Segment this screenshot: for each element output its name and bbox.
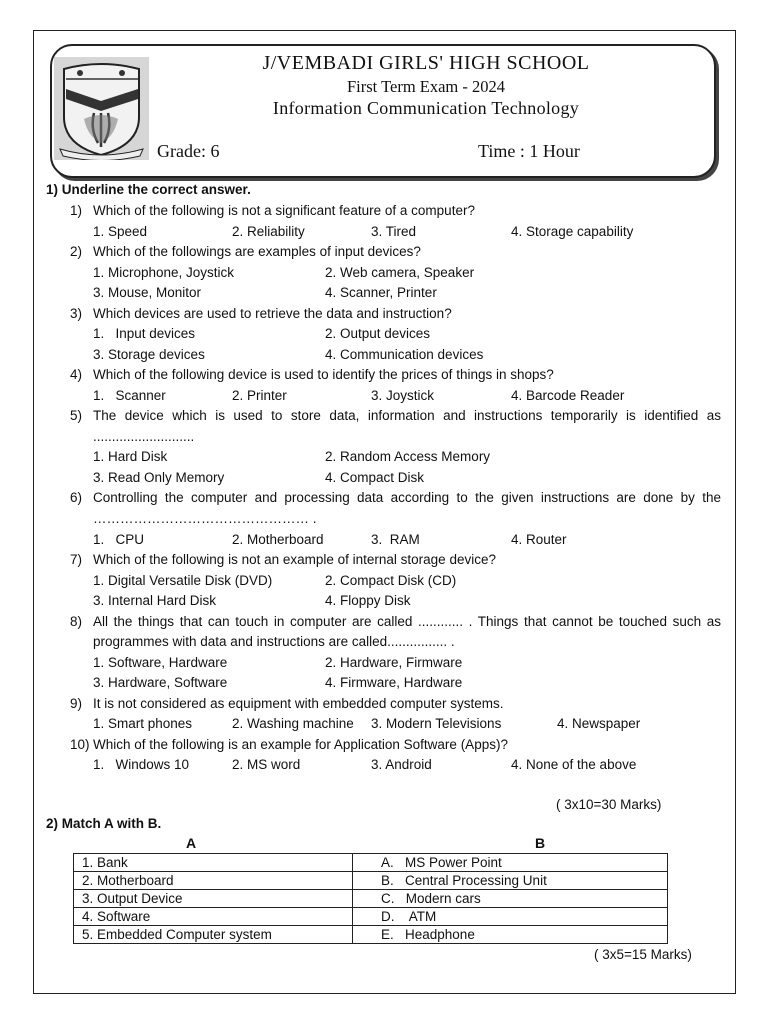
option: 3. Internal Hard Disk: [93, 593, 217, 608]
option: 3. Storage devices: [93, 347, 205, 362]
option: 1. Microphone, Joystick: [93, 265, 235, 280]
column-b-cell: E. Headphone: [353, 926, 668, 944]
column-a-heading: A: [186, 835, 197, 851]
option: 1. Input devices: [93, 326, 196, 341]
question-text: Controlling the computer and processing data according to the given instructions are done by the: [93, 490, 721, 505]
table-row: [74, 926, 668, 944]
match-table: [73, 853, 668, 944]
question-number: 9): [70, 696, 83, 711]
option: 2. Random Access Memory: [325, 449, 491, 464]
question-text: All the things that can touch in computer are called ............ . Things that cannot be touched such as: [93, 614, 721, 629]
option: 3. Tired: [371, 224, 417, 239]
option: 4. Router: [511, 532, 567, 547]
option: 3. Modern Televisions: [371, 716, 502, 731]
question-number: 5): [70, 408, 83, 423]
option: 1. Hard Disk: [93, 449, 168, 464]
question-text-cont: programmes with data and instructions are called................ .: [93, 634, 455, 649]
option: 1. CPU: [93, 532, 145, 547]
question-text: The device which is used to store data, information and instructions temporarily is identified as: [93, 408, 721, 423]
question-text: It is not considered as equipment with embedded computer systems.: [93, 696, 504, 711]
part1-instruction: 1) Underline the correct answer.: [46, 182, 251, 197]
option: 1. Windows 10: [93, 757, 190, 772]
option: 4. Newspaper: [557, 716, 641, 731]
option: 2. Printer: [232, 388, 287, 403]
column-b-cell: A. MS Power Point: [353, 854, 668, 872]
column-a-cell: 5. Embedded Computer system: [74, 926, 353, 944]
subject-title: Information Communication Technology: [272, 98, 580, 118]
time-label: Time : 1 Hour: [478, 141, 580, 161]
grade-label: Grade: 6: [157, 141, 220, 161]
question-number: 8): [70, 614, 83, 629]
table-row: [74, 908, 668, 926]
option: 3. RAM: [371, 532, 420, 547]
table-row: [74, 872, 668, 890]
option: 2. Compact Disk (CD): [325, 573, 457, 588]
school-name: J/VEMBADI GIRLS' HIGH SCHOOL: [262, 52, 590, 74]
option: 4. None of the above: [511, 757, 637, 772]
option: 2. Reliability: [232, 224, 305, 239]
option: 4. Compact Disk: [325, 470, 425, 485]
option: 3. Mouse, Monitor: [93, 285, 202, 300]
question-blank: ………………………………………… .: [93, 511, 317, 526]
question-number: 1): [70, 203, 83, 218]
option: 3. Joystick: [371, 388, 435, 403]
question-text: Which of the following is not a significant feature of a computer?: [93, 203, 475, 218]
option: 2. Output devices: [325, 326, 431, 341]
column-a-cell: 2. Motherboard: [74, 872, 353, 890]
option: 1. Speed: [93, 224, 148, 239]
option: 2. Web camera, Speaker: [325, 265, 475, 280]
option: 3. Read Only Memory: [93, 470, 225, 485]
part1-marks: ( 3x10=30 Marks): [556, 797, 662, 812]
column-a-cell: 4. Software: [74, 908, 353, 926]
part2-marks: ( 3x5=15 Marks): [594, 947, 692, 962]
option: 3. Hardware, Software: [93, 675, 228, 690]
option: 3. Android: [371, 757, 432, 772]
option: 4. Barcode Reader: [511, 388, 625, 403]
option: 1. Digital Versatile Disk (DVD): [93, 573, 273, 588]
option: 4. Storage capability: [511, 224, 634, 239]
question-blank: ...........................: [93, 429, 195, 444]
column-b-cell: D. ATM: [353, 908, 668, 926]
question-number: 2): [70, 244, 83, 259]
column-b-cell: C. Modern cars: [353, 890, 668, 908]
option: 4. Communication devices: [325, 347, 484, 362]
option: 4. Floppy Disk: [325, 593, 411, 608]
exam-title: First Term Exam - 2024: [346, 77, 506, 96]
option: 4. Firmware, Hardware: [325, 675, 463, 690]
part2-instruction: 2) Match A with B.: [46, 816, 162, 831]
option: 2. Hardware, Firmware: [325, 655, 463, 670]
column-b-heading: B: [535, 835, 546, 851]
question-text: Which of the following device is used to identify the prices of things in shops?: [93, 367, 554, 382]
option: 2. MS word: [232, 757, 301, 772]
column-a-cell: 1. Bank: [74, 854, 353, 872]
question-number: 10): [70, 737, 90, 752]
option: 4. Scanner, Printer: [325, 285, 437, 300]
option: 1. Scanner: [93, 388, 166, 403]
option: 2. Motherboard: [232, 532, 324, 547]
question-number: 3): [70, 306, 83, 321]
table-row: [74, 854, 668, 872]
question-text: Which of the following is not an example of internal storage device?: [93, 552, 496, 567]
question-text: Which of the followings are examples of input devices?: [93, 244, 421, 259]
column-b-cell: B. Central Processing Unit: [353, 872, 668, 890]
option: 2. Washing machine: [232, 716, 354, 731]
column-a-cell: 3. Output Device: [74, 890, 353, 908]
option: 1. Smart phones: [93, 716, 193, 731]
option: 1. Software, Hardware: [93, 655, 228, 670]
question-number: 7): [70, 552, 83, 567]
question-text: Which devices are used to retrieve the data and instruction?: [93, 306, 452, 321]
question-number: 4): [70, 367, 83, 382]
question-text: Which of the following is an example for Application Software (Apps)?: [93, 737, 508, 752]
table-row: [74, 890, 668, 908]
question-number: 6): [70, 490, 83, 505]
